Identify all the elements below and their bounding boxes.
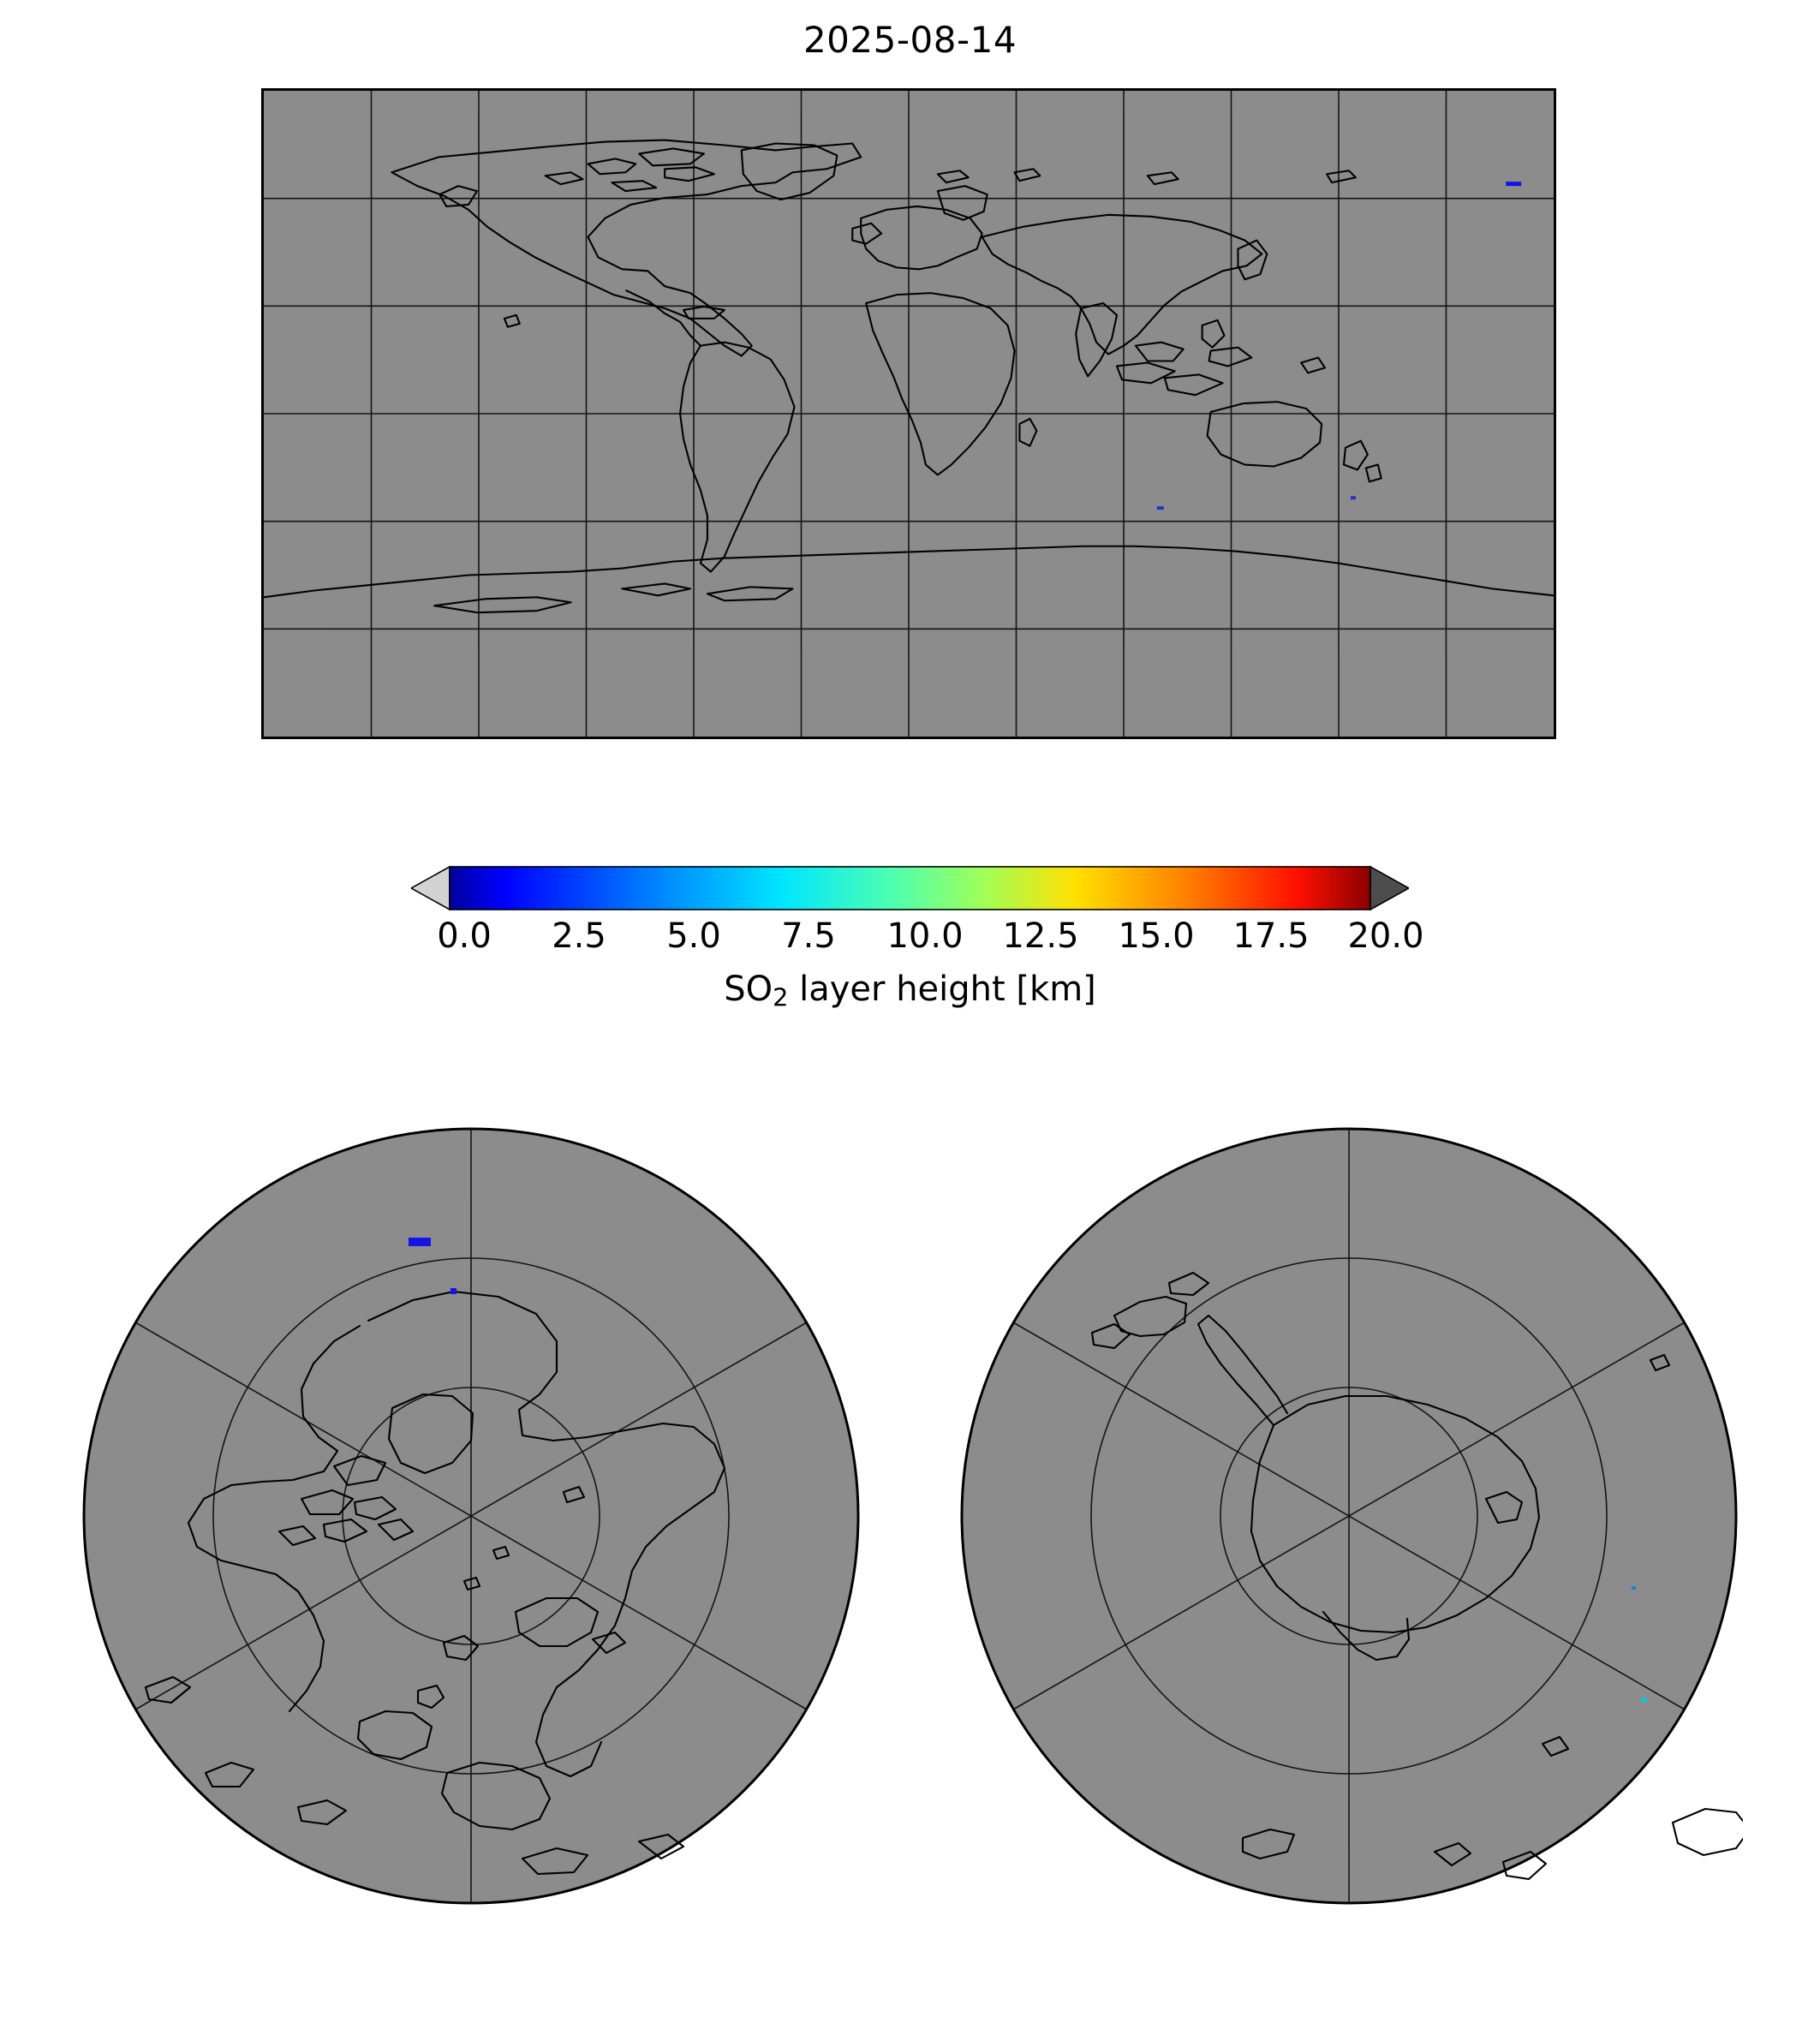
polar-south-svg — [955, 1122, 1743, 1910]
colorbar-tick-5: 12.5 — [1002, 916, 1079, 956]
colorbar-tick-labels — [411, 916, 1424, 961]
page-title: 2025-08-14 — [803, 19, 1017, 61]
colorbar-tick-4: 10.0 — [886, 916, 964, 956]
polar-south-panel — [955, 1122, 1743, 1910]
colorbar-tick-7: 17.5 — [1232, 916, 1310, 956]
colorbar-tick-0: 0.0 — [437, 916, 492, 956]
colorbar-bar — [411, 865, 1409, 911]
colorbar — [411, 865, 1424, 1028]
colorbar-tick-8: 20.0 — [1347, 916, 1424, 956]
global-map-panel — [261, 88, 1556, 739]
polar-north-svg — [77, 1122, 865, 1910]
colorbar-over-arrow — [1370, 867, 1409, 910]
colorbar-gradient — [450, 867, 1370, 910]
global-map-svg — [264, 91, 1554, 737]
colorbar-under-arrow — [411, 867, 450, 910]
polar-north-panel — [77, 1122, 865, 1910]
colorbar-tick-1: 2.5 — [552, 916, 606, 956]
colorbar-tick-6: 15.0 — [1118, 916, 1195, 956]
colorbar-axis-label: $SO_2$ layer height [km] — [724, 970, 1096, 1012]
colorbar-tick-2: 5.0 — [666, 916, 721, 956]
colorbar-tick-3: 7.5 — [781, 916, 836, 956]
